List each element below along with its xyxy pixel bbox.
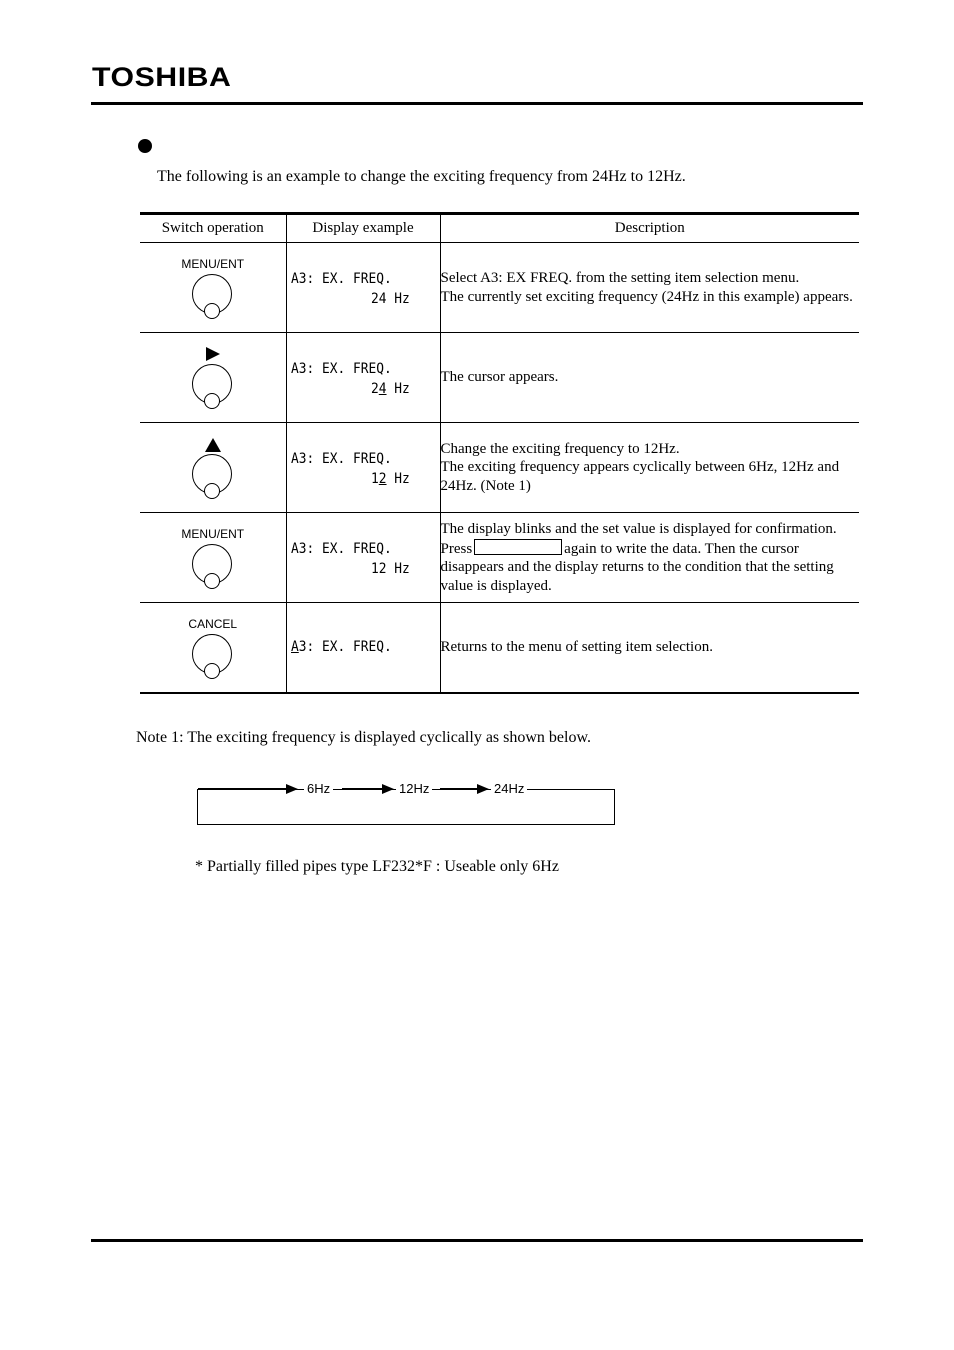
arrow-line: [342, 788, 382, 790]
header-display-example: Display example: [286, 214, 440, 243]
description-line: Select A3: EX FREQ. from the setting item selection menu.: [440, 270, 800, 286]
toshiba-logo: TOSHIBA: [92, 62, 232, 92]
display-text: Hz: [386, 381, 410, 397]
table-row: [140, 423, 859, 513]
table-row: [140, 603, 859, 694]
cancel-switch: [140, 603, 286, 692]
display-line1: A3: EX. FREQ.: [290, 271, 392, 287]
description-cell: [440, 423, 859, 513]
display-line1: [291, 639, 392, 655]
description-line: Returns to the menu of setting item selection.: [440, 639, 713, 656]
switch-label: MENU/ENT: [181, 257, 245, 271]
description-line: The cursor appears.: [440, 369, 559, 386]
arrow-head-icon: [286, 784, 298, 794]
display-line2: [371, 471, 410, 487]
cursor-char: A: [290, 639, 299, 655]
display-line2: 12 Hz: [370, 561, 410, 577]
knob-dot-icon: [204, 573, 220, 589]
display-text: 1: [370, 471, 379, 487]
display-text: 2: [370, 381, 379, 397]
display-text: 3: EX. FREQ.: [298, 639, 392, 655]
up-switch: [140, 423, 286, 512]
display-text: Hz: [386, 471, 410, 487]
display-example: [287, 423, 440, 512]
up-arrow-icon: [205, 438, 221, 452]
menu-ent-switch: [140, 243, 286, 332]
description-line: The exciting frequency appears cyclically between 6Hz, 12Hz and 24Hz. (Note 1): [440, 459, 840, 494]
display-example: [287, 603, 440, 692]
bullet-icon: [138, 139, 152, 153]
table-row: [140, 333, 859, 423]
arrow-line: [440, 788, 477, 790]
menu-ent-switch: [140, 513, 286, 602]
description-cell: [440, 513, 859, 603]
cursor-digit: 2: [378, 471, 387, 487]
display-line2: [371, 381, 410, 397]
description-cell: [440, 333, 859, 423]
arrow-head-icon: [382, 784, 394, 794]
cycle-6hz: 6Hz: [304, 781, 333, 796]
right-arrow-icon: [206, 347, 220, 361]
header-description: Description: [440, 214, 859, 243]
description-line: Change the exciting frequency to 12Hz.: [440, 440, 680, 457]
switch-label: MENU/ENT: [181, 527, 245, 541]
right-switch: [140, 333, 286, 422]
display-example: [287, 243, 440, 332]
display-line2: 24 Hz: [370, 291, 410, 307]
note-1: Note 1: The exciting frequency is displayed cyclically as shown below.: [136, 729, 591, 746]
table-row: [140, 513, 859, 603]
table-header-row: [140, 214, 859, 243]
intro-text: The following is an example to change the exciting frequency from 24Hz to 12Hz.: [157, 168, 686, 185]
press-text: Press: [440, 540, 473, 557]
cycle-12hz: 12Hz: [396, 781, 432, 796]
header-switch-operation: Switch operation: [140, 214, 286, 243]
description-line: The display blinks and the set value is displayed for confirmation.: [440, 521, 837, 537]
description-line: The currently set exciting frequency (24Hz in this example) appears.: [440, 288, 853, 305]
display-example: [287, 333, 440, 422]
description-cell: [440, 243, 859, 333]
arrow-line: [198, 788, 286, 790]
display-line1: A3: EX. FREQ.: [290, 541, 392, 557]
knob-dot-icon: [204, 663, 220, 679]
display-line1: A3: EX. FREQ.: [290, 451, 392, 467]
knob-dot-icon: [204, 483, 220, 499]
cycle-24hz: 24Hz: [491, 781, 527, 796]
display-line1: A3: EX. FREQ.: [290, 361, 392, 377]
footer-rule: [91, 1239, 863, 1242]
knob-dot-icon: [204, 303, 220, 319]
footnote: * Partially filled pipes type LF232*F : Useable only 6Hz: [195, 858, 559, 875]
table-row: [140, 243, 859, 333]
arrow-head-icon: [477, 784, 489, 794]
knob-dot-icon: [204, 393, 220, 409]
description-line: [441, 539, 860, 596]
menu-ent-key-box: [474, 539, 562, 555]
description-cell: [440, 603, 859, 694]
description-text: again to write the data. Then the cursor disappears and the display returns to the condition that the setting value is displayed.: [440, 540, 834, 594]
switch-label: CANCEL: [188, 617, 238, 631]
operation-table: [140, 212, 859, 694]
display-example: [287, 513, 440, 602]
cursor-digit: 4: [378, 381, 387, 397]
header-rule: [91, 102, 863, 105]
